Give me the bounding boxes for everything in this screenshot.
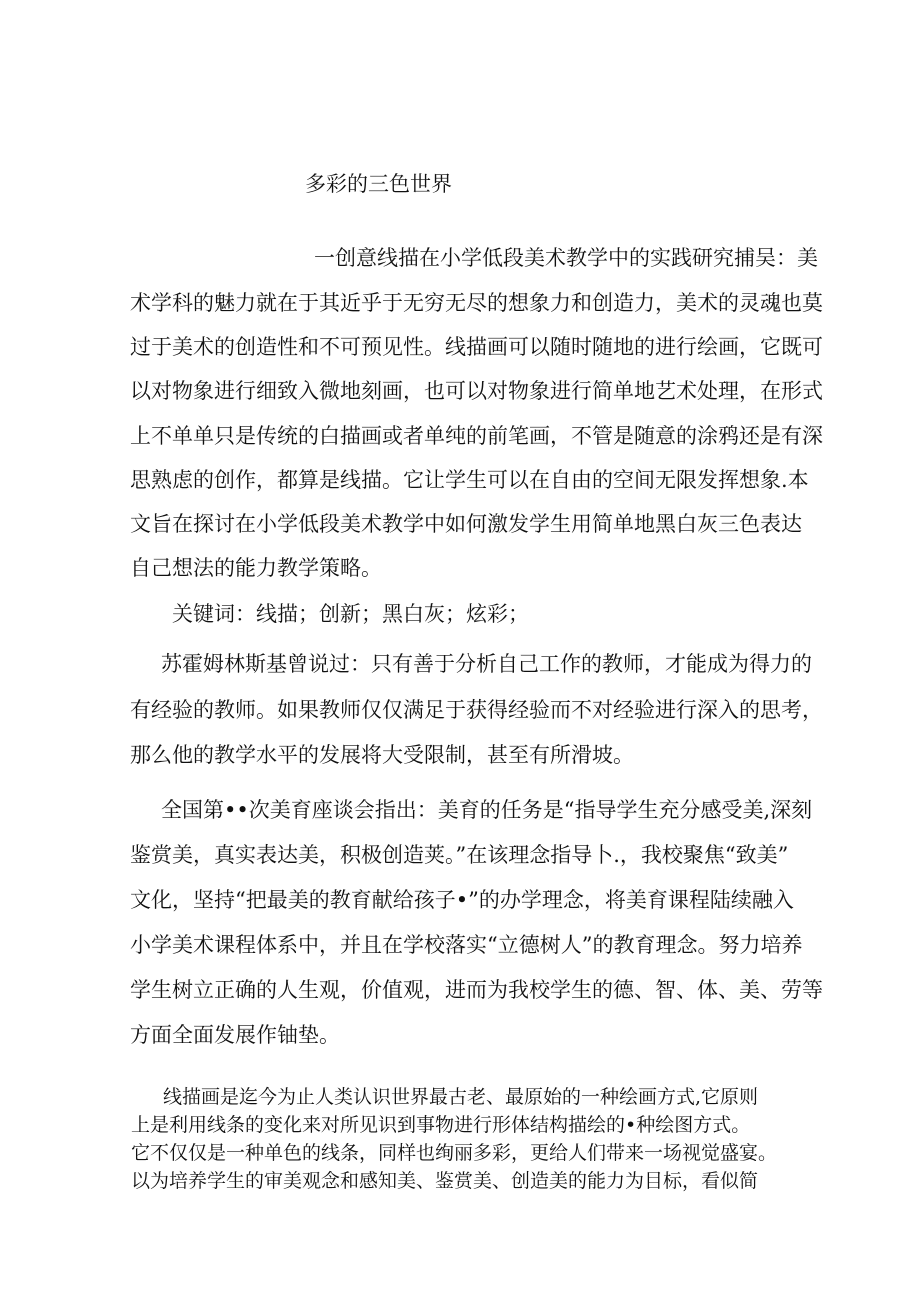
text-line: 线描画是迄今为止人类认识世界最古老、最原始的一种绘画方式,它原则 <box>163 1086 759 1108</box>
text-line: 过于美术的创造性和不可预见性。线描画可以随时随地的进行绘画，它既可 <box>130 335 823 359</box>
text-line: 鉴赏美，真实表达美，积极创造荚。”在该理念指导卜.，我校聚焦“致美” <box>130 843 789 867</box>
keywords: 关键词：线描；创新；黑白灰；炫彩； <box>172 602 529 626</box>
text-line: 思熟虑的创作，都算是线描。它让学生可以在自由的空间无限发挥想象.本 <box>130 468 809 492</box>
text-line: 文化，坚持“把最美的教育献给孩子•”的办学理念，将美育课程陆续融入 <box>130 888 794 912</box>
text-line: 有经验的教师。如果教师仅仅满足于获得经验而不对经验进行深入的思考， <box>130 698 823 722</box>
text-line: 文旨在探讨在小学低段美术教学中如何激发学生用简单地黑白灰三色表达 <box>130 512 802 536</box>
text-line: 一创意线描在小学低段美术教学中的实践研究捕吴：美 <box>314 246 818 270</box>
document-title: 多彩的三色世界 <box>305 172 452 196</box>
text-line: 那么他的教学水平的发展将大受限制，甚至有所滑坡。 <box>130 743 634 767</box>
text-line: 方面全面发展作铀垫。 <box>130 1023 340 1047</box>
text-line: 上是利用线条的变化来对所见识到事物进行形体结构描绘的•种绘图方式。 <box>131 1114 751 1136</box>
text-line: 术学科的魅力就在于其近乎于无穷无尽的想象力和创造力，美术的灵魂也莫 <box>130 291 823 315</box>
text-line: 以为培养学生的审美观念和感知美、鉴赏美、创造美的能力为目标，看似简 <box>131 1170 759 1192</box>
text-line: 全国第••次美育座谈会指出：美育的任务是“指导学生充分感受美,深刻 <box>161 798 813 822</box>
text-line: 自己想法的能力教学策略。 <box>130 556 382 580</box>
text-line: 以对物象进行细致入微地刻画，也可以对物象进行简单地艺术处理，在形式 <box>130 379 823 403</box>
text-line: 学生树立正确的人生观，价值观，进而为我校学生的德、智、体、美、劳等 <box>130 978 823 1002</box>
text-line: 上不单单只是传统的白描画或者单纯的前笔画，不管是随意的涂鸦还是有深 <box>130 424 823 448</box>
text-line: 苏霍姆林斯基曾说过：只有善于分析自己工作的教师，才能成为得力的 <box>161 652 812 676</box>
text-line: 小学美术课程体系中，并且在学校落实“立德树人”的教育理念。努力培养 <box>130 933 803 957</box>
text-line: 它不仅仅是一种单色的线条，同样也绚丽多彩，更给人们带来一场视觉盛宴。 <box>131 1142 778 1164</box>
